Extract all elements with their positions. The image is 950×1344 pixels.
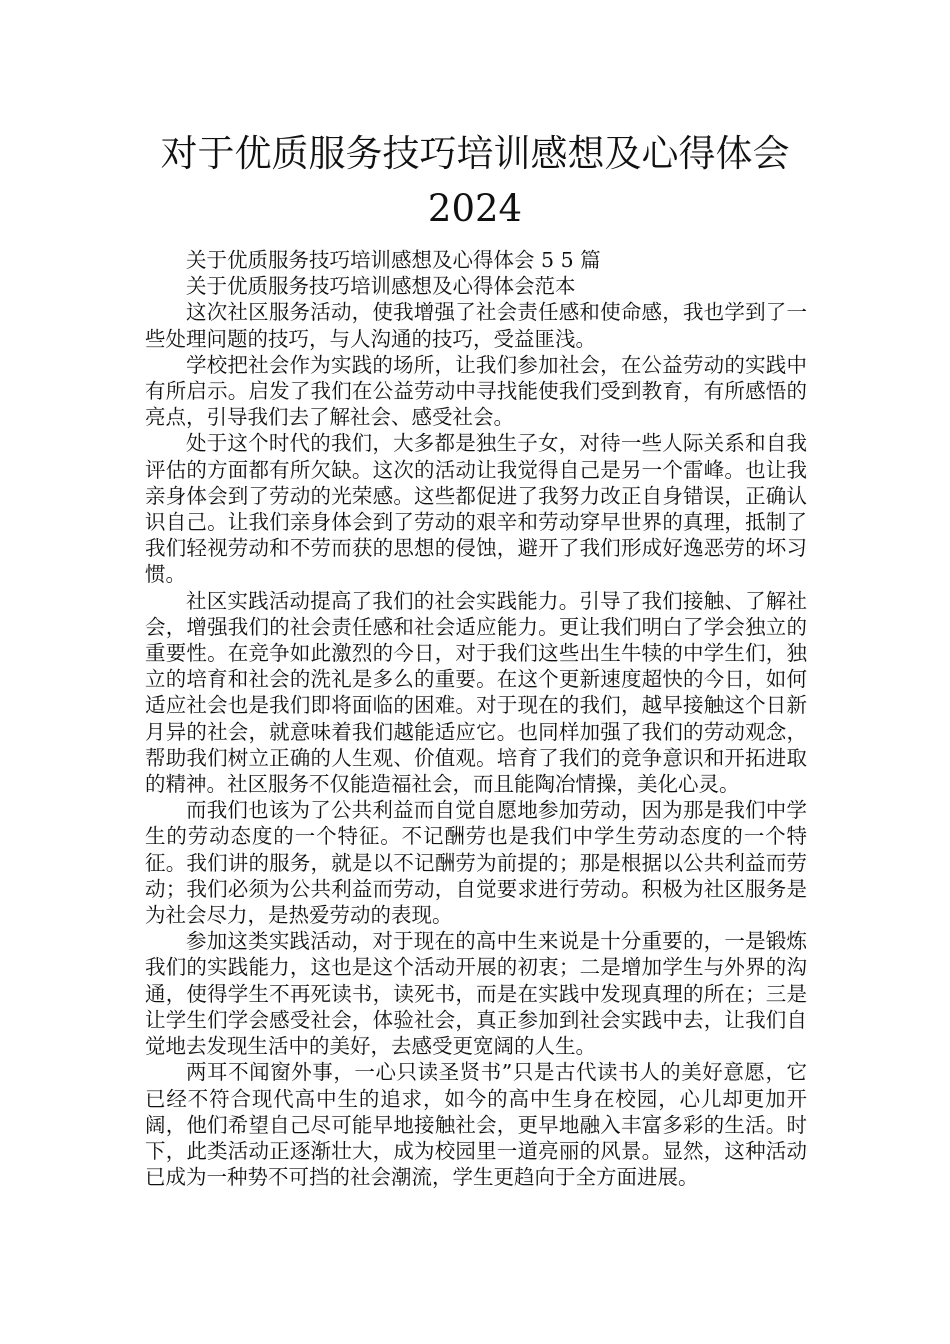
paragraph: 参加这类实践活动，对于现在的高中生来说是十分重要的，一是锻炼我们的实践能力，这也是这个活动开展的初衷；二是增加学生与外界的沟通，使得学生不再死读书，读死书，而是在实践中发现真理的所在；三是让学生们学会感受社会，体验社会，真正参加到社会实践中去，让我们自觉地去发现生活中的美好，去感受更宽阔的人生。	[145, 929, 807, 1059]
paragraph: 处于这个时代的我们，大多都是独生子女，对待一些人际关系和自我评估的方面都有所欠缺。这次的活动让我觉得自己是另一个雷峰。也让我亲身体会到了劳动的光荣感。这些都促进了我努力改正自身错误，正确认识自己。让我们亲身体会到了劳动的艰辛和劳动穿早世界的真理，抵制了我们轻视劳动和不劳而获的思想的侵蚀，避开了我们形成好逸恶劳的坏习惯。	[145, 431, 807, 587]
paragraph: 这次社区服务活动，使我增强了社会责任感和使命感，我也学到了一些处理问题的技巧，与人沟通的技巧，受益匪浅。	[145, 300, 807, 351]
paragraph: 两耳不闻窗外事，一心只读圣贤书”只是古代读书人的美好意愿，它已经不符合现代高中生的追求，如今的高中生身在校园，心儿却更加开阔，他们希望自己尽可能早地接触社会，更早地融入丰富多彩的生活。时下，此类活动正逐渐壮大，成为校园里一道亮丽的风景。显然，这种活动已成为一种势不可挡的社会潮流，学生更趋向于全方面进展。	[145, 1060, 807, 1190]
paragraph: 社区实践活动提高了我们的社会实践能力。引导了我们接触、了解社会，增强我们的社会责任感和社会适应能力。更让我们明白了学会独立的重要性。在竞争如此激烈的今日，对于我们这些出生牛犊的中学生们，独立的培育和社会的洗礼是多么的重要。在这个更新速度超快的今日，如何适应社会也是我们即将面临的困难。对于现在的我们，越早接触这个日新月异的社会，就意味着我们越能适应它。也同样加强了我们的劳动观念，帮助我们树立正确的人生观、价值观。培育了我们的竞争意识和开拓进取的精神。社区服务不仅能造福社会，而且能陶冶情操，美化心灵。	[145, 588, 807, 797]
paragraph: 而我们也该为了公共利益而自觉自愿地参加劳动，因为那是我们中学生的劳动态度的一个特征。不记酬劳也是我们中学生劳动态度的一个特征。我们讲的服务，就是以不记酬劳为前提的；那是根据以公共利益而劳动；我们必须为公共利益而劳动，自觉要求进行劳动。积极为社区服务是为社会尽力，是热爱劳动的表现。	[145, 798, 807, 928]
paragraph: 关于优质服务技巧培训感想及心得体会 5 5 篇	[186, 248, 601, 272]
document-body	[145, 247, 807, 1190]
title-line-2: 2024	[427, 187, 523, 230]
paragraph: 关于优质服务技巧培训感想及心得体会范本	[186, 274, 576, 299]
paragraph: 学校把社会作为实践的场所，让我们参加社会，在公益劳动的实践中有所启示。启发了我们在公益劳动中寻找能使我们受到教育，有所感悟的亮点，引导我们去了解社会、感受社会。	[145, 352, 807, 430]
document-title	[0, 126, 950, 236]
title-line-1: 对于优质服务技巧培训感想及心得体会	[160, 132, 790, 175]
